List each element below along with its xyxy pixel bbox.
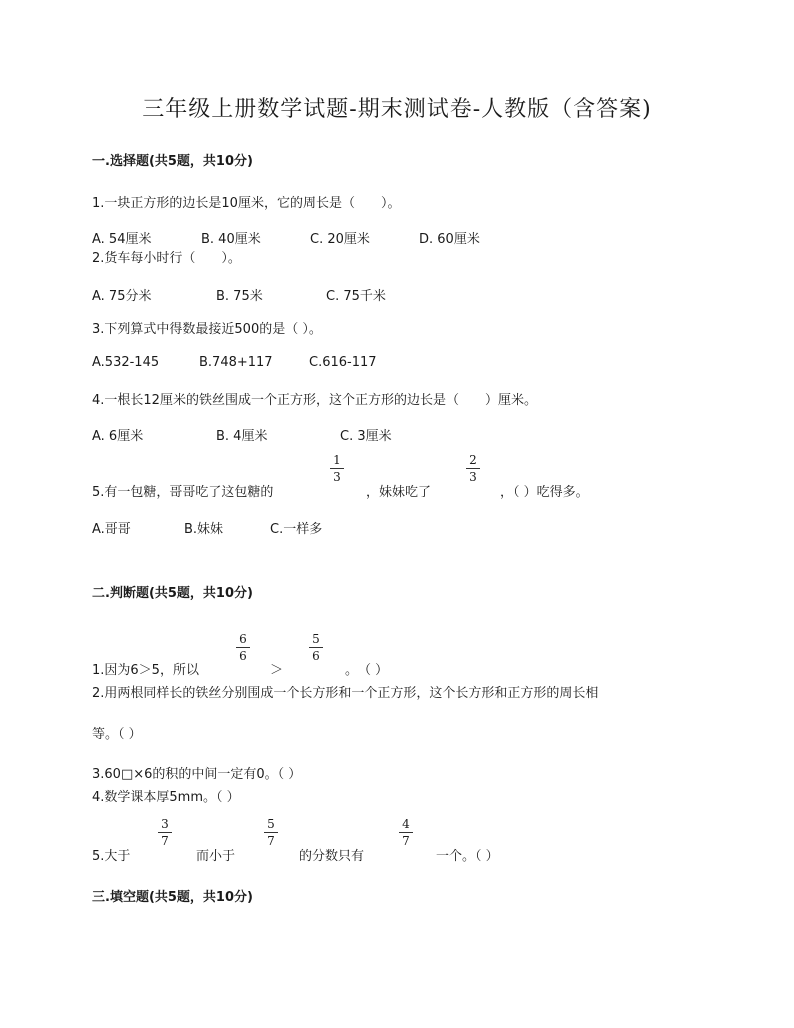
judge-question-2-line-2: 等。（ ） <box>92 727 142 742</box>
fraction-bar <box>309 647 323 648</box>
section-heading-fill: 三.填空题(共5题，共10分) <box>92 890 253 905</box>
option-a: A.532-145 <box>92 355 160 370</box>
fraction-three-sevenths <box>157 817 173 848</box>
judge-question-3: 3.60□×6的积的中间一定有0。（ ） <box>92 767 302 782</box>
fraction-bar <box>158 832 172 833</box>
choice-question-2-options <box>92 285 386 304</box>
fraction-bar <box>236 647 250 648</box>
judge-question-5-text-1: 5.大于 <box>92 849 131 864</box>
section-heading-judge: 二.判断题(共5题，共10分) <box>92 586 253 601</box>
choice-question-1: 1.一块正方形的边长是10厘米，它的周长是（ ）。 <box>92 196 401 211</box>
option-a: A. 75分米 <box>92 289 152 304</box>
judge-question-2-line-1: 2.用两根同样长的铁丝分别围成一个长方形和一个正方形，这个长方形和正方形的周长相 <box>92 686 599 701</box>
choice-question-4-options <box>92 425 392 444</box>
fraction-denominator: 3 <box>333 470 341 484</box>
fraction-denominator: 7 <box>402 834 410 848</box>
fraction-bar <box>466 468 480 469</box>
judge-question-5-text-3: 的分数只有 <box>299 849 365 864</box>
option-b: B. 4厘米 <box>216 429 268 444</box>
choice-question-5-text-3: ，（ ）吃得多。 <box>500 485 589 500</box>
fraction-five-sixths <box>308 632 324 663</box>
fraction-six-sixths <box>235 632 251 663</box>
fraction-bar <box>399 832 413 833</box>
choice-question-5-options <box>92 518 322 537</box>
option-c: C. 3厘米 <box>340 429 392 444</box>
judge-question-5-text-2: 而小于 <box>196 849 236 864</box>
fraction-numerator: 5 <box>312 632 320 646</box>
judge-question-4: 4.数学课本厚5mm。（ ） <box>92 790 240 805</box>
fraction-bar <box>264 832 278 833</box>
fraction-numerator: 5 <box>267 817 275 831</box>
option-a: A. 6厘米 <box>92 429 144 444</box>
option-c: C. 75千米 <box>326 289 386 304</box>
fraction-numerator: 2 <box>469 453 477 467</box>
fraction-denominator: 7 <box>161 834 169 848</box>
choice-question-5-text-2: ，妹妹吃了 <box>366 485 432 500</box>
choice-question-5-text-1: 5.有一包糖，哥哥吃了这包糖的 <box>92 485 274 500</box>
choice-question-2: 2.货车每小时行（ ）。 <box>92 251 241 266</box>
fraction-numerator: 1 <box>333 453 341 467</box>
fraction-numerator: 6 <box>239 632 247 646</box>
option-a: A. 54厘米 <box>92 232 152 247</box>
fraction-one-third <box>329 453 345 484</box>
option-c: C.616-117 <box>309 355 377 370</box>
fraction-five-sevenths <box>263 817 279 848</box>
fraction-two-thirds <box>465 453 481 484</box>
option-c: C.一样多 <box>270 522 323 537</box>
fraction-four-sevenths <box>398 817 414 848</box>
option-b: B.748+117 <box>199 355 273 370</box>
judge-question-5-text-4: 一个。（ ） <box>436 849 499 864</box>
page-title: 三年级上册数学试题-期末测试卷-人教版（含答案) <box>142 97 652 122</box>
section-heading-choice: 一.选择题(共5题，共10分) <box>92 154 253 169</box>
option-a: A.哥哥 <box>92 522 131 537</box>
choice-question-3: 3.下列算式中得数最接近500的是（ ）。 <box>92 322 322 337</box>
fraction-numerator: 4 <box>402 817 410 831</box>
option-d: D. 60厘米 <box>419 232 480 247</box>
choice-question-3-options <box>92 355 377 370</box>
fraction-denominator: 6 <box>312 649 320 663</box>
judge-question-1-text-2: 。 （ ） <box>345 663 389 678</box>
fraction-bar <box>330 468 344 469</box>
option-b: B. 40厘米 <box>201 232 261 247</box>
fraction-denominator: 6 <box>239 649 247 663</box>
greater-than-sign: ＞ <box>270 663 284 678</box>
fraction-numerator: 3 <box>161 817 169 831</box>
option-c: C. 20厘米 <box>310 232 370 247</box>
choice-question-4: 4.一根长12厘米的铁丝围成一个正方形，这个正方形的边长是（ ）厘米。 <box>92 393 537 408</box>
fraction-denominator: 7 <box>267 834 275 848</box>
choice-question-1-options <box>92 228 480 247</box>
option-b: B. 75米 <box>216 289 263 304</box>
option-b: B.妹妹 <box>184 522 224 537</box>
judge-question-1-text-1: 1.因为6＞5，所以 <box>92 663 199 678</box>
fraction-denominator: 3 <box>469 470 477 484</box>
